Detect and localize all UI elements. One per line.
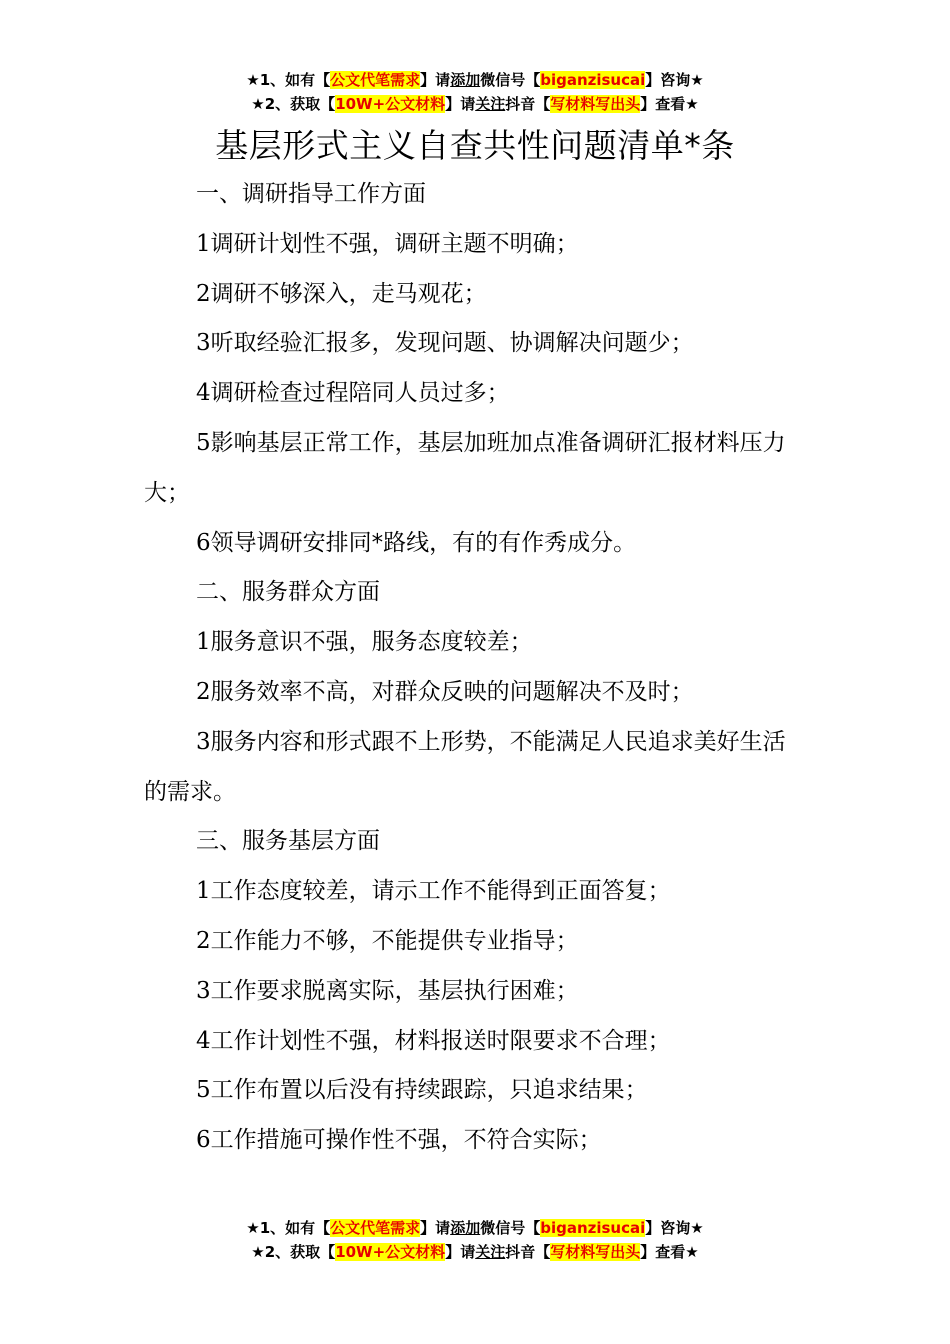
banner-text: 】请 xyxy=(445,1243,476,1261)
banner-text: ★1、如有【 xyxy=(246,71,331,89)
banner-highlight: 写材料写出头 xyxy=(550,1243,641,1261)
list-item: 1服务意识不强，服务态度较差； xyxy=(196,629,533,656)
banner-highlight: 10W+公文材料 xyxy=(335,1243,446,1261)
banner-text: 微信号【 xyxy=(480,1219,541,1237)
banner-line-2 xyxy=(0,1240,950,1264)
banner-underline: 添加 xyxy=(450,71,481,89)
banner-text: ★2、获取【 xyxy=(251,95,336,113)
document-body xyxy=(144,170,808,1166)
banner-text: 微信号【 xyxy=(480,71,541,89)
section-heading: 一、调研指导工作方面 xyxy=(196,181,426,207)
banner-text: 】咨询★ xyxy=(645,71,704,89)
list-item: 4工作计划性不强，材料报送时限要求不合理； xyxy=(196,1027,671,1054)
list-item: 3听取经验汇报多，发现问题、协调解决问题少； xyxy=(196,330,694,357)
section-heading: 三、服务基层方面 xyxy=(196,828,380,855)
list-item: 1工作态度较差，请示工作不能得到正面答复； xyxy=(196,878,671,905)
banner-text: 抖音【 xyxy=(505,95,551,113)
banner-text: ★2、获取【 xyxy=(251,1243,336,1261)
banner-text: 】查看★ xyxy=(640,1243,699,1261)
list-item: 4调研检查过程陪同人员过多； xyxy=(196,380,510,407)
section-heading: 二、服务群众方面 xyxy=(196,579,380,606)
list-item: 3工作要求脱离实际，基层执行困难； xyxy=(196,977,579,1004)
list-item: 3服务内容和形式跟不上形势，不能满足人民追求美好生活的需求。 xyxy=(144,728,786,805)
banner-text: 】请 xyxy=(420,71,451,89)
footer-banner xyxy=(0,1216,950,1264)
list-item: 2工作能力不够，不能提供专业指导； xyxy=(196,927,579,954)
banner-highlight: biganzisucai xyxy=(540,1219,646,1237)
banner-highlight: 写材料写出头 xyxy=(550,95,641,113)
list-item: 2服务效率不高，对群众反映的问题解决不及时； xyxy=(196,678,694,705)
banner-text: ★1、如有【 xyxy=(246,1219,331,1237)
header-banner xyxy=(0,68,950,116)
list-item: 5影响基层正常工作，基层加班加点准备调研汇报材料压力大； xyxy=(144,429,786,506)
banner-text: 抖音【 xyxy=(505,1243,551,1261)
banner-line-1 xyxy=(0,68,950,92)
list-item: 5工作布置以后没有持续跟踪，只追求结果； xyxy=(196,1077,648,1104)
banner-highlight: 公文代笔需求 xyxy=(330,71,421,89)
list-item: 2调研不够深入，走马观花； xyxy=(196,280,487,307)
banner-text: 】查看★ xyxy=(640,95,699,113)
banner-text: 】咨询★ xyxy=(645,1219,704,1237)
banner-line-1 xyxy=(0,1216,950,1240)
banner-underline: 添加 xyxy=(450,1219,481,1237)
list-item: 1调研计划性不强，调研主题不明确； xyxy=(196,230,579,257)
banner-highlight: 10W+公文材料 xyxy=(335,95,446,113)
list-item: 6领导调研安排同*路线，有的有作秀成分。 xyxy=(196,529,637,556)
banner-underline: 关注 xyxy=(475,95,506,113)
document-title: 基层形式主义自查共性问题清单*条 xyxy=(215,126,735,165)
banner-text: 】请 xyxy=(445,95,476,113)
banner-highlight: biganzisucai xyxy=(540,71,646,89)
banner-line-2 xyxy=(0,92,950,116)
list-item: 6工作措施可操作性不强，不符合实际； xyxy=(196,1127,602,1154)
banner-highlight: 公文代笔需求 xyxy=(330,1219,421,1237)
banner-text: 】请 xyxy=(420,1219,451,1237)
banner-underline: 关注 xyxy=(475,1243,506,1261)
